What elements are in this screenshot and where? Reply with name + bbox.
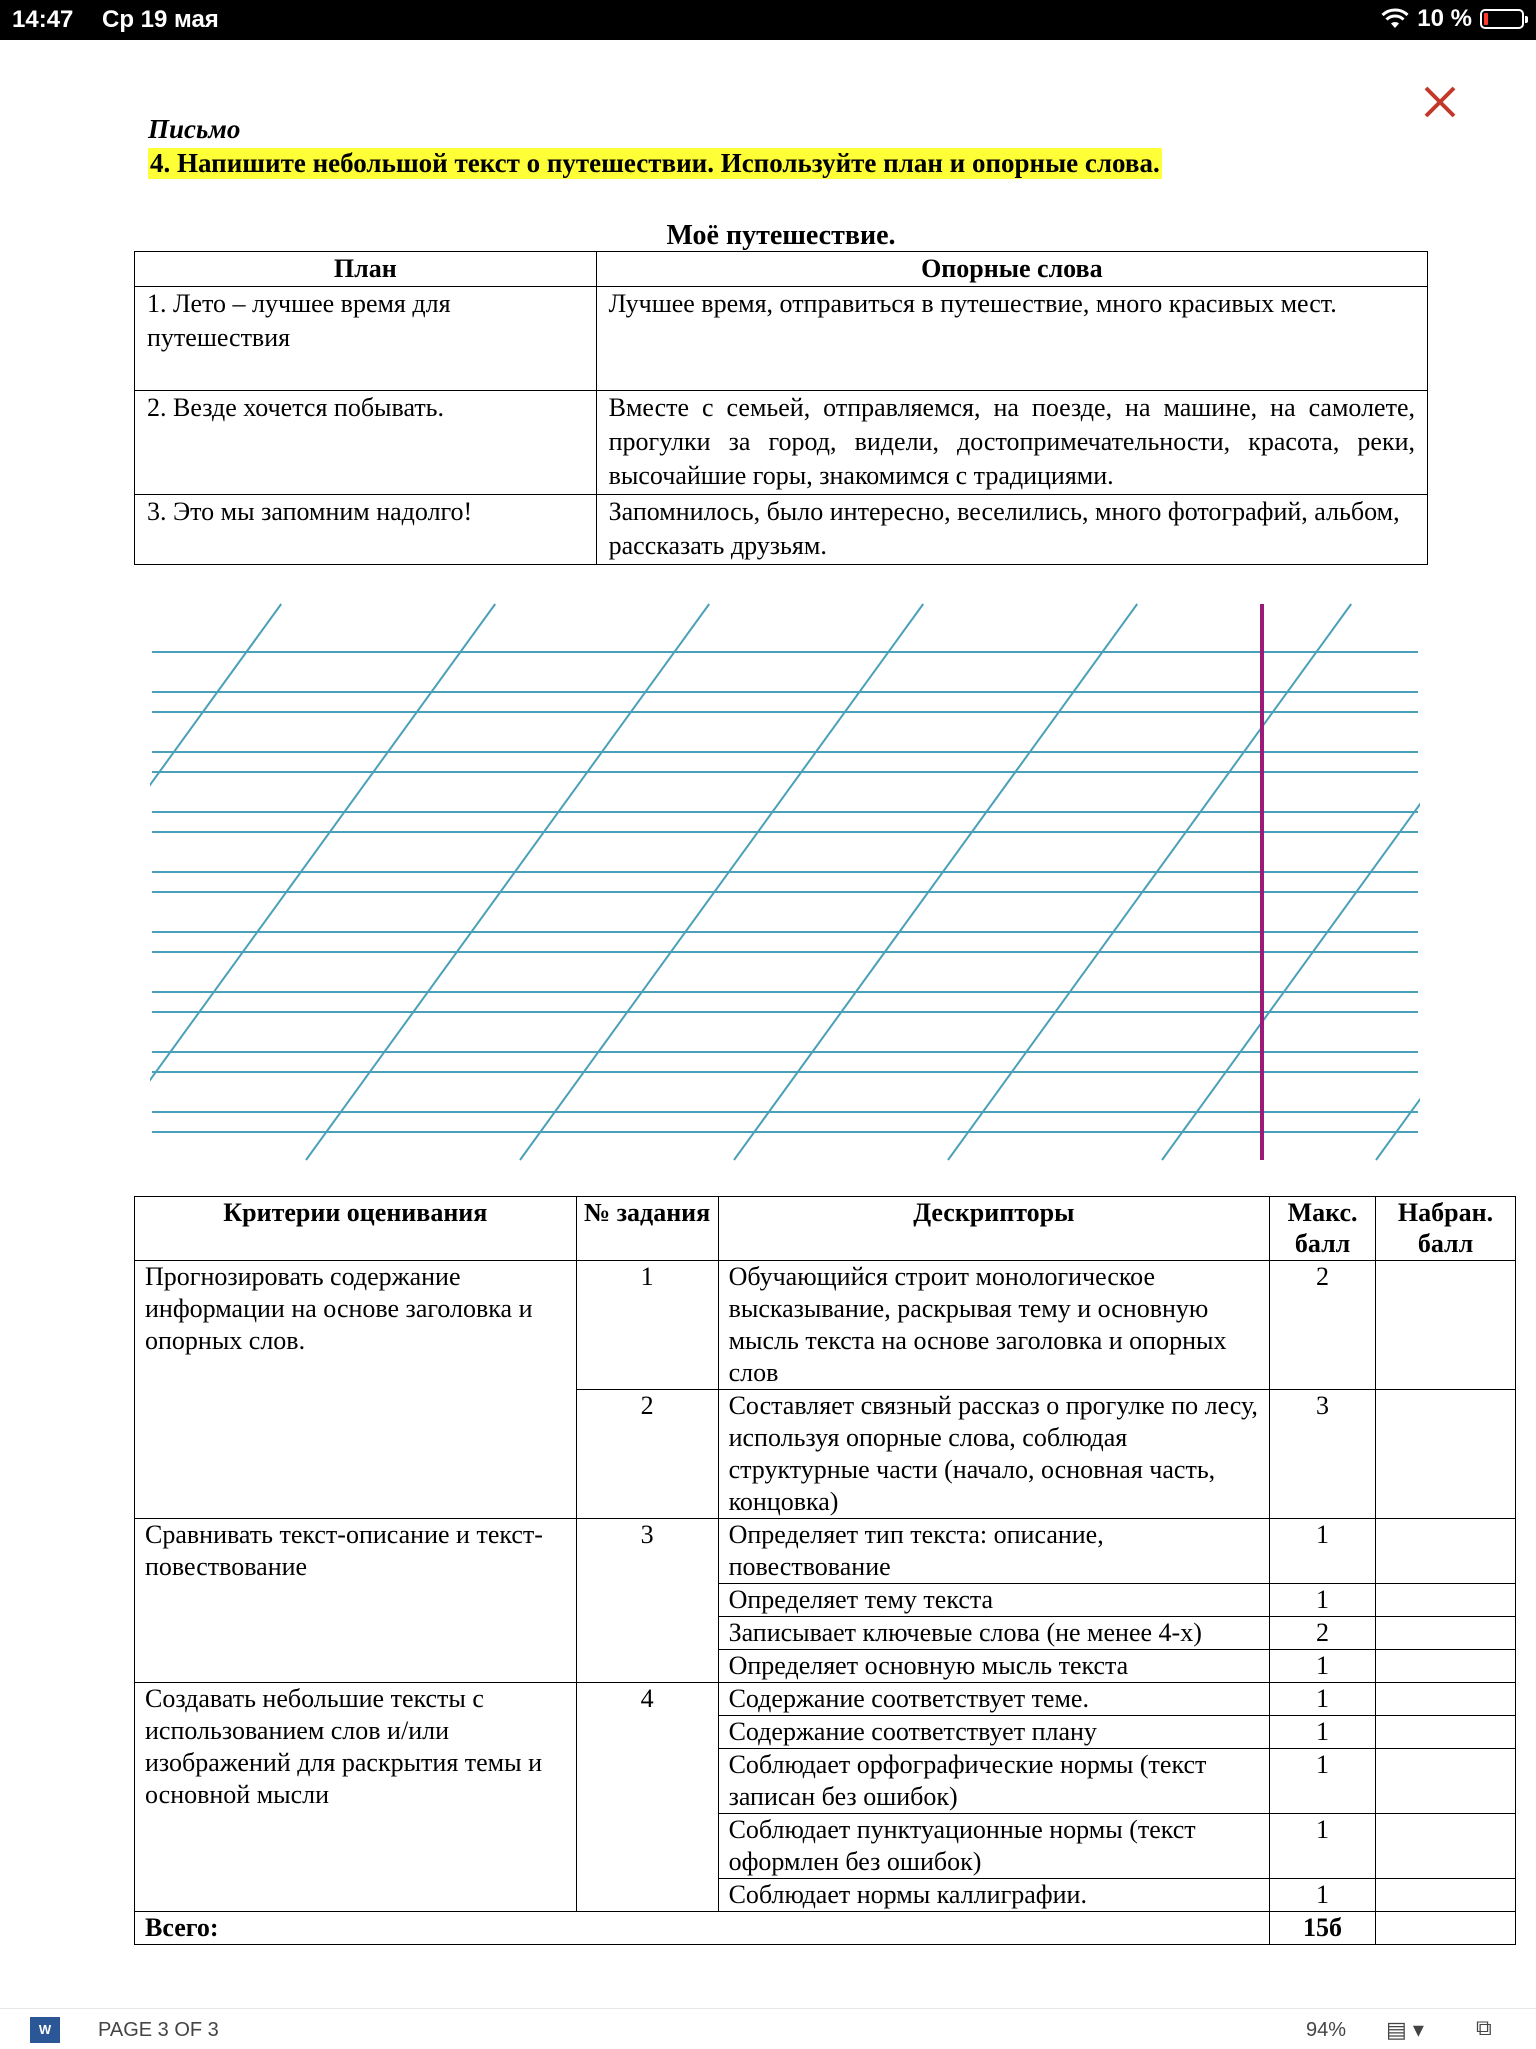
- descriptor-cell: Записывает ключевые слова (не менее 4-х): [718, 1617, 1270, 1650]
- descriptor-cell: Содержание соответствует плану: [718, 1716, 1270, 1749]
- criterion-cell: Прогнозировать содержание информации на основе заголовка и опорных слов.: [135, 1261, 577, 1519]
- descriptor-cell: Составляет связный рассказ о прогулке по лесу, используя опорные слова, соблюдая структурные части (начало, основная часть, концовка): [718, 1390, 1270, 1519]
- status-date: Ср 19 мая: [102, 6, 219, 33]
- max-score-cell: 1: [1270, 1584, 1376, 1617]
- score-input-cell[interactable]: [1376, 1814, 1516, 1879]
- section-label: Письмо: [148, 114, 241, 144]
- word-app-icon: W: [30, 2017, 60, 2043]
- total-label: Всего:: [135, 1912, 1270, 1945]
- total-score-cell[interactable]: [1376, 1912, 1516, 1945]
- crit-header-task: № задания: [576, 1197, 718, 1261]
- total-row: [135, 1912, 1516, 1945]
- criterion-cell: Создавать небольшие тексты с использованием слов и/или изображений для раскрытия темы и основной мысли: [135, 1683, 577, 1912]
- close-icon[interactable]: [1422, 84, 1458, 120]
- max-score-cell: 2: [1270, 1617, 1376, 1650]
- criteria-table: [134, 1196, 1516, 1945]
- task-num-cell: 1: [576, 1261, 718, 1390]
- status-right: [1381, 5, 1524, 33]
- task-num-cell: 4: [576, 1683, 718, 1912]
- descriptor-cell: Соблюдает пунктуационные нормы (текст оформлен без ошибок): [718, 1814, 1270, 1879]
- max-score-cell: 2: [1270, 1261, 1376, 1390]
- words-cell: Вместе с семьей, отправляемся, на поезде, на машине, на самолете, прогулки за город, видели, достопримечательности, красота, реки, высочайшие горы, знакомимся с традициями.: [596, 391, 1427, 495]
- max-score-cell: 1: [1270, 1879, 1376, 1912]
- view-mode-icon[interactable]: ▤ ▾: [1386, 2017, 1424, 2042]
- score-input-cell[interactable]: [1376, 1716, 1516, 1749]
- task-heading: 4. Напишите небольшой текст о путешествии. Используйте план и опорные слова.: [150, 148, 1160, 178]
- slant-line: [948, 604, 1351, 1160]
- plan-cell: 3. Это мы запомним надолго!: [135, 495, 597, 565]
- plan-header-words: Опорные слова: [596, 252, 1427, 287]
- max-score-cell: 1: [1270, 1814, 1376, 1879]
- descriptor-cell: Содержание соответствует теме.: [718, 1683, 1270, 1716]
- score-input-cell[interactable]: [1376, 1519, 1516, 1584]
- descriptor-cell: Определяет тему текста: [718, 1584, 1270, 1617]
- crit-header-criteria: Критерии оценивания: [135, 1197, 577, 1261]
- plan-table: [134, 251, 1428, 565]
- words-cell: Лучшее время, отправиться в путешествие, много красивых мест.: [596, 287, 1427, 391]
- score-input-cell[interactable]: [1376, 1584, 1516, 1617]
- plan-cell: 2. Везде хочется побывать.: [135, 391, 597, 495]
- page-indicator: PAGE 3 OF 3: [98, 2019, 219, 2041]
- plan-row: [135, 287, 1428, 391]
- max-score-cell: 1: [1270, 1519, 1376, 1584]
- slant-line: [150, 604, 495, 1160]
- task-num-cell: 2: [576, 1390, 718, 1519]
- score-input-cell[interactable]: [1376, 1261, 1516, 1390]
- table-row: [135, 1261, 1516, 1390]
- max-score-cell: 3: [1270, 1390, 1376, 1519]
- score-input-cell[interactable]: [1376, 1617, 1516, 1650]
- plan-cell: 1. Лето – лучшее время для путешествия: [135, 287, 597, 391]
- wifi-icon: [1381, 8, 1409, 30]
- slant-line: [1376, 604, 1420, 1160]
- status-bar: [0, 0, 1536, 40]
- plan-header-plan: План: [135, 252, 597, 287]
- plan-row: [135, 495, 1428, 565]
- score-input-cell[interactable]: [1376, 1683, 1516, 1716]
- writing-lines[interactable]: [150, 600, 1420, 1165]
- crit-header-desc: Дескрипторы: [718, 1197, 1270, 1261]
- battery-percent: 10 %: [1417, 5, 1472, 32]
- score-input-cell[interactable]: [1376, 1749, 1516, 1814]
- descriptor-cell: Соблюдает орфографические нормы (текст записан без ошибок): [718, 1749, 1270, 1814]
- max-score-cell: 1: [1270, 1683, 1376, 1716]
- crit-header-max: Макс. балл: [1270, 1197, 1376, 1261]
- score-input-cell[interactable]: [1376, 1879, 1516, 1912]
- task-num-cell: 3: [576, 1519, 718, 1683]
- crit-header-score: Набран. балл: [1376, 1197, 1516, 1261]
- slant-line: [150, 604, 281, 1160]
- descriptor-cell: Обучающийся строит монологическое высказывание, раскрывая тему и основную мысль текста на основе заголовка и опорных слов: [718, 1261, 1270, 1390]
- fullscreen-icon[interactable]: ⧉: [1476, 2015, 1492, 2040]
- max-score-cell: 1: [1270, 1716, 1376, 1749]
- battery-icon: [1480, 9, 1524, 29]
- zoom-level[interactable]: 94%: [1306, 2019, 1347, 2041]
- max-score-cell: 1: [1270, 1749, 1376, 1814]
- descriptor-cell: Определяет тип текста: описание, повествование: [718, 1519, 1270, 1584]
- slant-line: [520, 604, 923, 1160]
- plan-row: [135, 391, 1428, 495]
- score-input-cell[interactable]: [1376, 1390, 1516, 1519]
- slant-line: [306, 604, 709, 1160]
- bottom-toolbar: [0, 2008, 1536, 2049]
- total-value: 15б: [1270, 1912, 1376, 1945]
- max-score-cell: 1: [1270, 1650, 1376, 1683]
- plan-title: Моё путешествие.: [666, 220, 896, 251]
- table-row: [135, 1519, 1516, 1584]
- words-cell: Запомнилось, было интересно, веселились, много фотографий, альбом, рассказать друзьям.: [596, 495, 1427, 565]
- score-input-cell[interactable]: [1376, 1650, 1516, 1683]
- criterion-cell: Сравнивать текст-описание и текст-повествование: [135, 1519, 577, 1683]
- descriptor-cell: Соблюдает нормы каллиграфии.: [718, 1879, 1270, 1912]
- status-time: 14:47: [12, 6, 74, 33]
- table-row: [135, 1683, 1516, 1716]
- descriptor-cell: Определяет основную мысль текста: [718, 1650, 1270, 1683]
- slant-line: [734, 604, 1137, 1160]
